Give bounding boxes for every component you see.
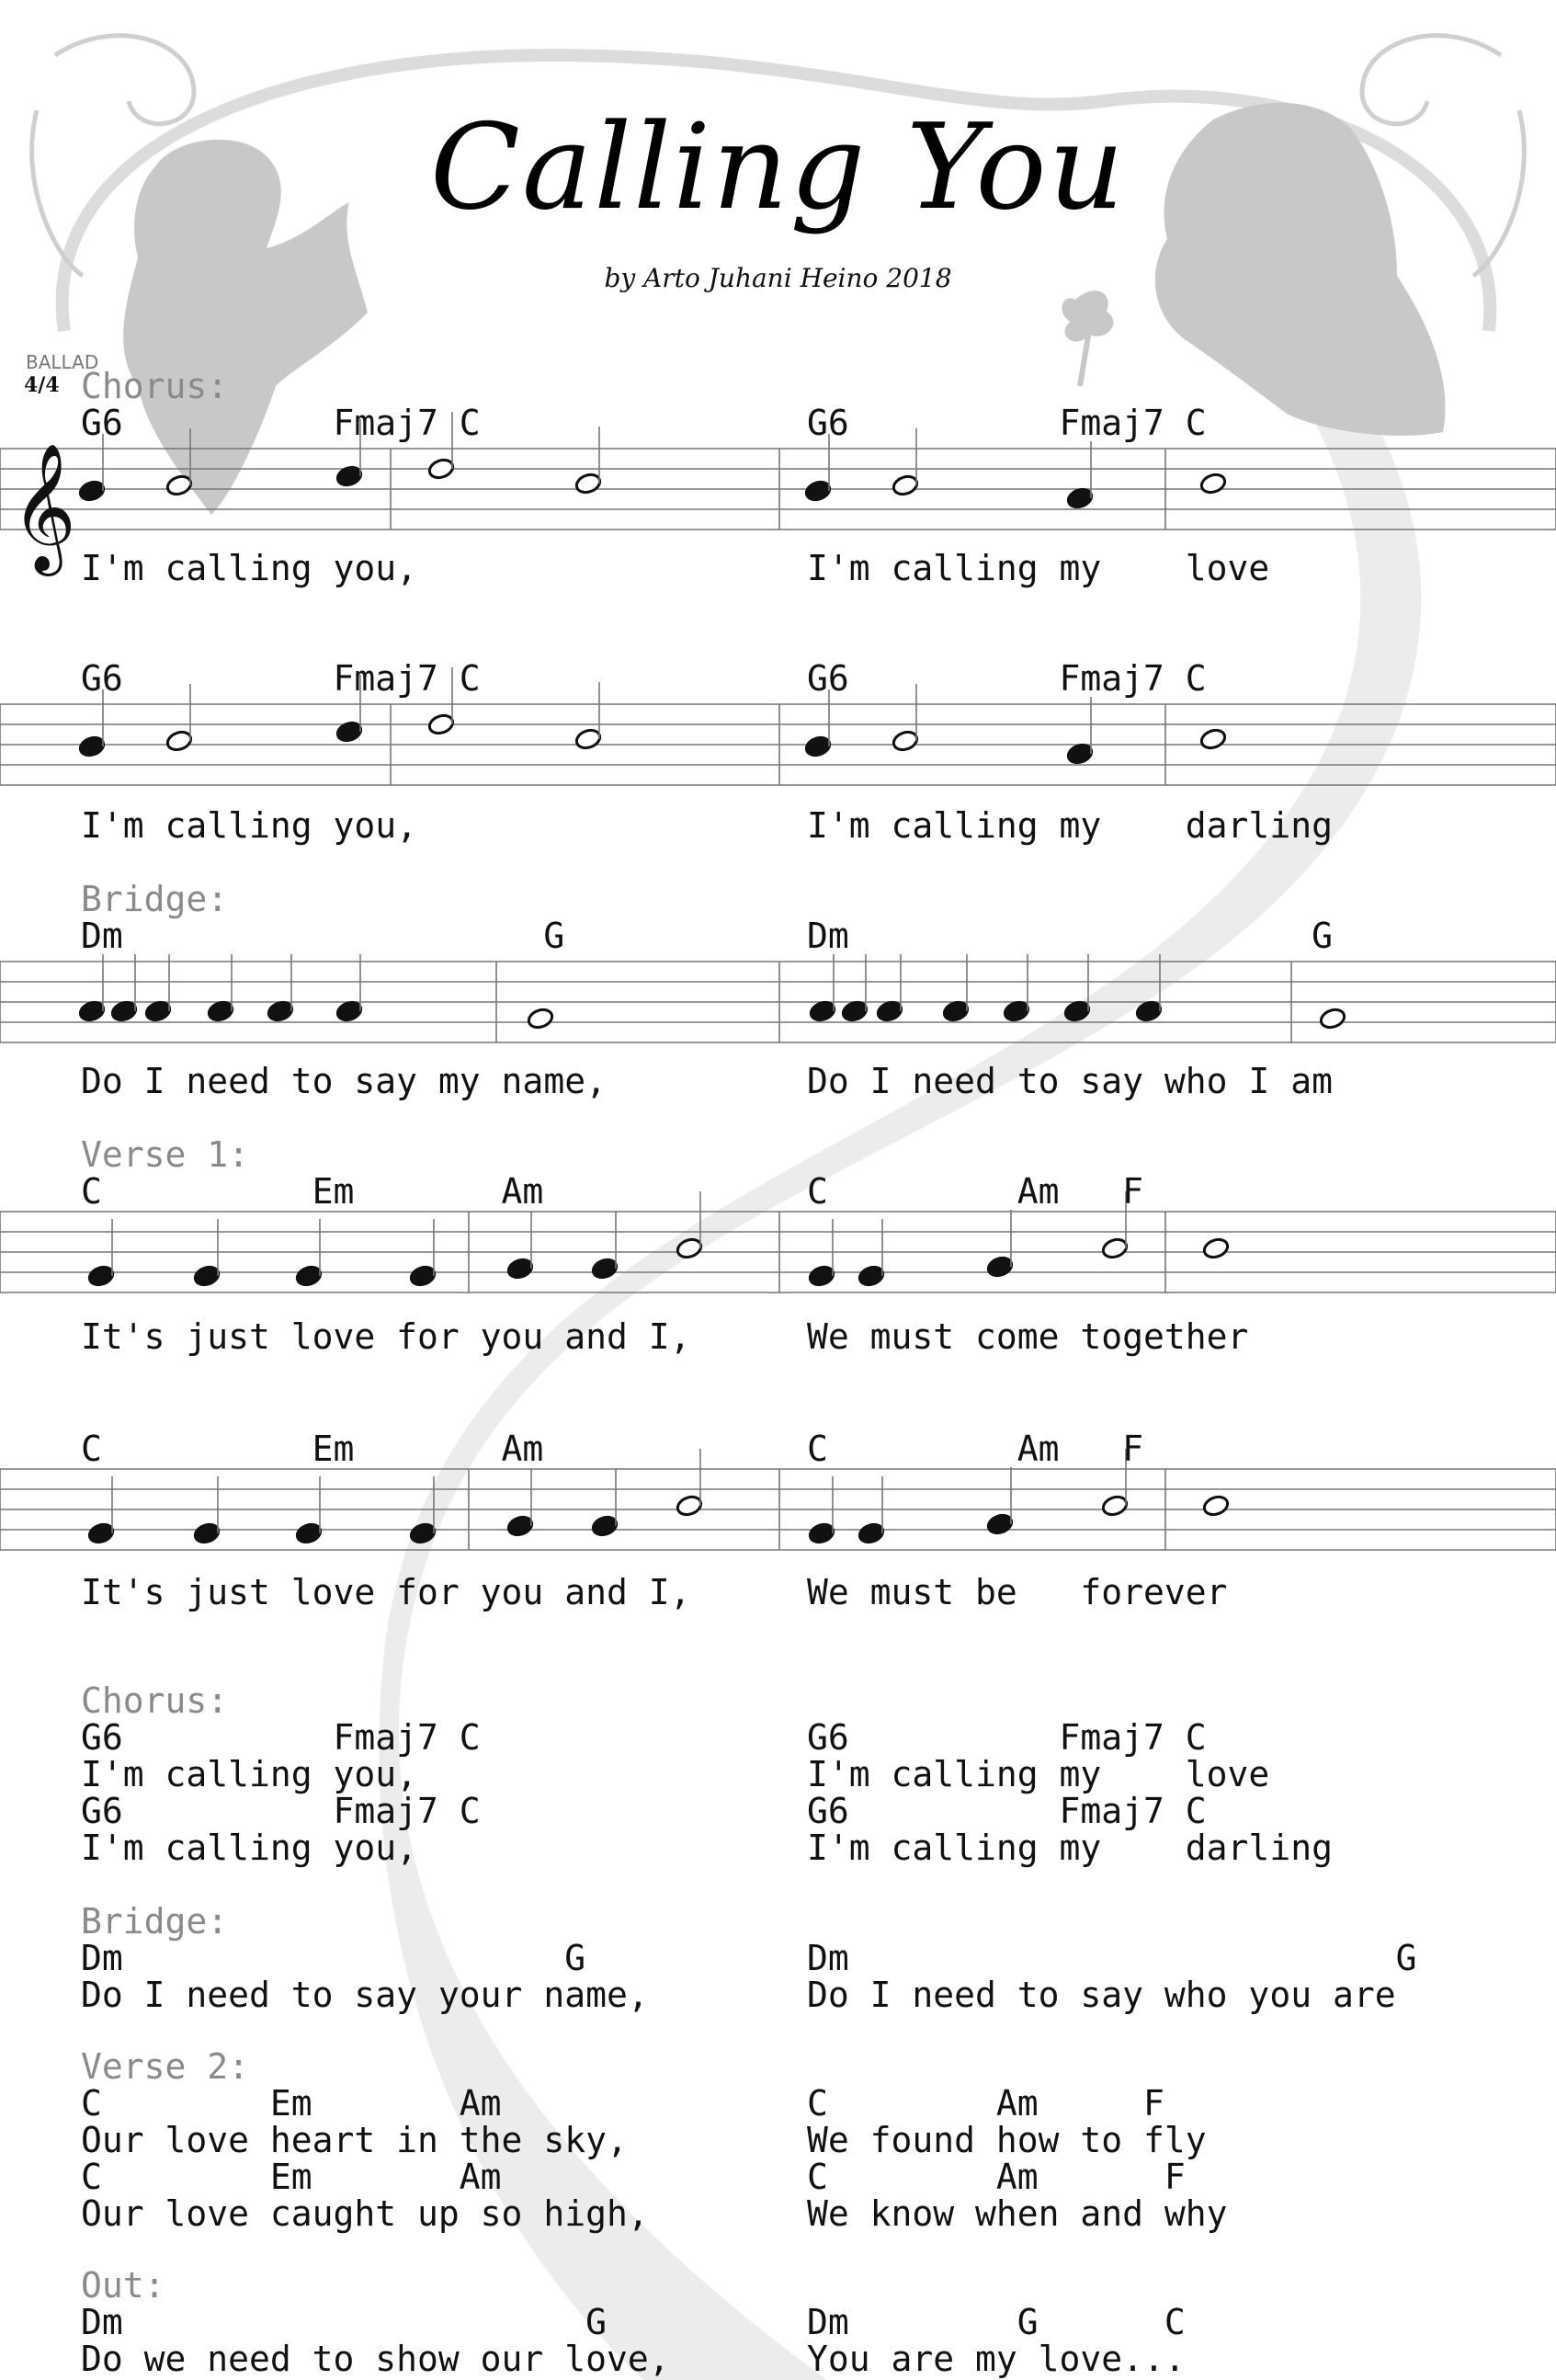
lyric-line: I'm calling you, [81,1754,418,1794]
quarter-note [876,999,904,1023]
lyric-line: Do I need to say who you are [807,1975,1396,2015]
whole-note [1199,472,1228,495]
section-label-chorus-2: Chorus: [81,1680,229,1721]
quarter-note [841,999,869,1023]
chord-line: G6 Fmaj7 C [807,658,1207,699]
style-label: BALLAD [26,351,99,373]
quarter-note [1066,486,1095,510]
whole-note [1202,1236,1231,1260]
quarter-note [1003,999,1031,1023]
lyric-line: It's just love for you and I, [81,1572,691,1612]
quarter-note [1066,742,1095,766]
chord-line: G6 Fmaj7 C [81,403,481,443]
chord-line: Dm G [81,916,565,956]
half-note [1101,1494,1130,1518]
staff [0,954,1556,1042]
quarter-note [335,464,364,488]
quarter-note [591,1514,619,1538]
chord-line: Dm G [81,1938,586,1978]
chord-line: C Em Am [81,1171,544,1212]
half-note [892,729,920,753]
chord-line: G6 Fmaj7 C [807,1717,1207,1758]
chord-line: C Em Am [81,1429,544,1469]
chord-line: C Em Am [81,2157,502,2197]
lyric-line: Do I need to say your name, [81,1975,649,2015]
chord-line: Dm G [81,2302,607,2342]
lyric-line: We must come together [807,1316,1249,1357]
chord-line: G6 Fmaj7 C [81,1791,481,1831]
quarter-note [193,1264,221,1288]
quarter-note [808,1521,836,1545]
half-note [574,727,603,751]
whole-note [1202,1494,1231,1518]
quarter-note [986,1255,1015,1279]
quarter-note [591,1257,619,1281]
chord-line: G6 Fmaj7 C [81,1717,481,1758]
lyric-line: Do we need to show our love, [81,2339,670,2379]
lyric-line: Do I need to say my name, [81,1061,607,1101]
chord-line: G6 Fmaj7 C [807,403,1207,443]
quarter-note [144,999,173,1023]
whole-note [527,1007,555,1031]
quarter-note [804,479,833,503]
chord-line: C Am F [807,2157,1186,2197]
treble-clef-icon: 𝄞 [11,443,76,571]
half-note [1101,1236,1130,1260]
quarter-note [78,999,107,1023]
section-label-verse2: Verse 2: [81,2046,250,2087]
quarter-note [207,999,235,1023]
lyric-line: Our love heart in the sky, [81,2120,628,2160]
section-label-chorus: Chorus: [81,366,229,406]
lyric-line: We found how to fly [807,2120,1207,2160]
quarter-note [804,734,833,758]
section-label-verse1: Verse 1: [81,1134,250,1175]
lyric-line: Do I need to say who I am [807,1061,1333,1101]
lyric-line: I'm calling my love [807,1754,1270,1794]
quarter-note [809,999,837,1023]
lyric-line: I'm calling you, [81,1828,418,1868]
chord-line: G6 Fmaj7 C [81,658,481,699]
quarter-note [295,1264,324,1288]
lyric-line: I'm calling you, [81,805,418,846]
lyric-line: I'm calling my love [807,548,1270,588]
chord-line: C Em Am [81,2083,502,2124]
quarter-note [506,1257,535,1281]
half-note [165,473,194,497]
lyric-line: I'm calling you, [81,548,418,588]
quarter-note [1063,999,1092,1023]
half-note [574,472,603,495]
lyric-line: Our love caught up so high, [81,2193,649,2234]
song-author: by Arto Juhani Heino 2018 [604,263,952,293]
lyric-line: It's just love for you and I, [81,1316,691,1357]
quarter-note [858,1264,886,1288]
quarter-note [110,999,139,1023]
chord-line: G6 Fmaj7 C [807,1791,1207,1831]
half-note [676,1236,704,1260]
quarter-note [1135,999,1164,1023]
quarter-note [335,999,364,1023]
quarter-note [78,479,107,503]
half-note [427,712,456,736]
quarter-note [87,1521,116,1545]
quarter-note [506,1514,535,1538]
quarter-note [986,1512,1015,1536]
half-note [165,729,194,753]
quarter-note [808,1264,836,1288]
quarter-note [942,999,971,1023]
whole-note [1319,1007,1347,1031]
quarter-note [87,1264,116,1288]
chord-line: C Am F [807,1171,1144,1212]
chord-line: Dm G [807,1938,1417,1978]
chord-line: Dm G C [807,2302,1186,2342]
section-label-bridge-2: Bridge: [81,1901,229,1942]
lyric-line: I'm calling my darling [807,1828,1333,1868]
chord-line: Dm G [807,916,1333,956]
quarter-note [858,1521,886,1545]
lyric-line: We must be forever [807,1572,1228,1612]
quarter-note [335,720,364,744]
section-label-out: Out: [81,2265,165,2306]
quarter-note [78,734,107,758]
chord-line: C Am F [807,2083,1164,2124]
half-note [676,1494,704,1518]
lyric-line: We know when and why [807,2193,1228,2234]
song-title: Calling You [430,99,1126,236]
quarter-note [409,1264,437,1288]
lyric-line: You are my love... [807,2339,1186,2379]
quarter-note [267,999,295,1023]
quarter-note [193,1521,221,1545]
lyric-line: I'm calling my darling [807,805,1333,846]
section-label-bridge: Bridge: [81,879,229,919]
chord-line: C Am F [807,1429,1144,1469]
quarter-note [295,1521,324,1545]
whole-note [1199,727,1228,751]
time-signature: 4/4 [24,373,60,397]
half-note [892,473,920,497]
quarter-note [409,1521,437,1545]
half-note [427,457,456,481]
